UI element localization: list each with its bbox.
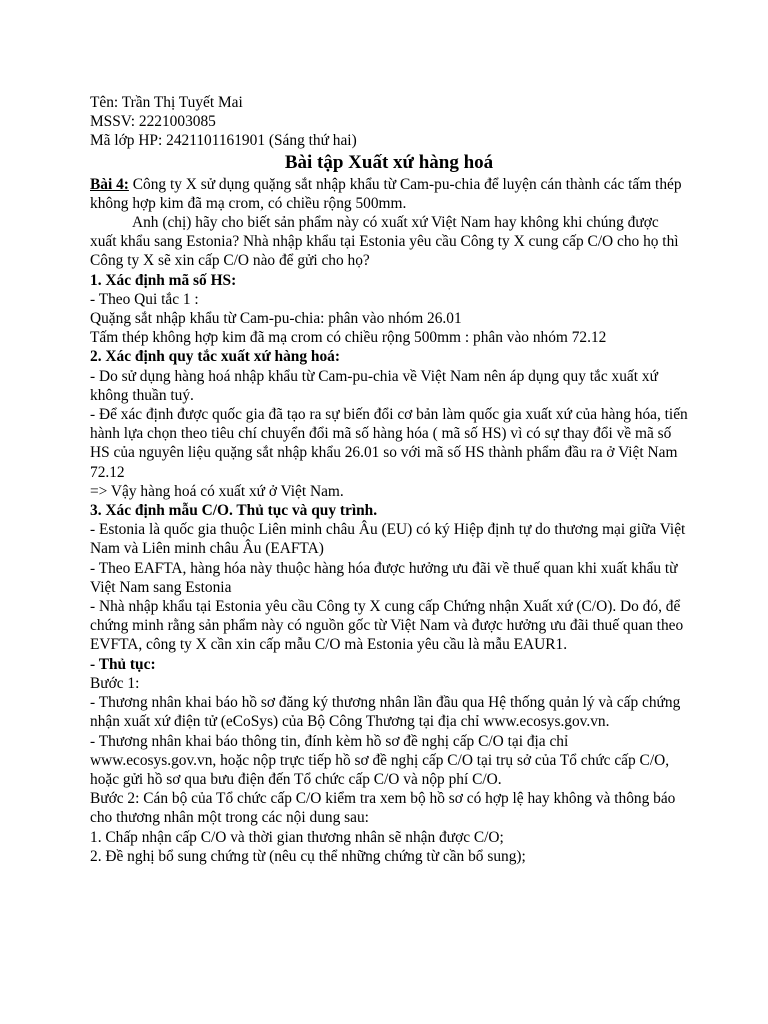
student-name: Tên: Trần Thị Tuyết Mai bbox=[90, 94, 243, 111]
step1-paragraph-2: - Thương nhân khai báo thông tin, đính kèm hồ sơ đề nghị cấp C/O tại địa chỉ www.ecosys.gov.vn, hoặc nộp trực tiếp hồ sơ đề nghị cấp C/O tại trụ sở của Tổ chức cấp C/O, hoặc gửi hồ sơ qua bưu điện đến Tổ chức cấp C/O và nộp phí C/O. bbox=[90, 732, 670, 788]
section1-rule: - Theo Qui tắc 1 : bbox=[90, 290, 199, 308]
step2-paragraph: Bước 2: Cán bộ của Tổ chức cấp C/O kiểm tra xem bộ hồ sơ có hợp lệ hay không và thông báo cho thương nhân một trong các nội dung sau: bbox=[90, 790, 676, 827]
exercise-text: Công ty X sử dụng quặng sắt nhập khẩu từ Cam-pu-chia để luyện cán thành các tấm thép không hợp kim đã mạ crom, có chiều rộng 500mm. bbox=[90, 175, 682, 212]
section2-paragraph-2: - Để xác định được quốc gia đã tạo ra sự biến đổi cơ bản làm quốc gia xuất xứ của hàng hóa, tiến hành lựa chọn theo tiêu chí chuyển đổi mã số hàng hóa ( mã số HS) vì có sự thay đổi về mã số HS của nguyên liệu quặng sắt nhập khẩu 26.01 so với mã số HS thành phẩm đầu ra ở Việt Nam 72.12 bbox=[90, 406, 688, 481]
class-code: Mã lớp HP: 2421101161901 (Sáng thứ hai) bbox=[90, 132, 357, 150]
document-title: Bài tập Xuất xứ hàng hoá bbox=[284, 151, 494, 173]
step1-paragraph-1: - Thương nhân khai báo hồ sơ đăng ký thương nhân lần đầu qua Hệ thống quản lý và cấp chứng nhận xuất xứ điện tử (eCoSys) của Bộ Công Thương tại địa chỉ www.ecosys.gov.vn. bbox=[90, 694, 681, 731]
exercise-question: Anh (chị) hãy cho biết sản phẩm này có xuất xứ Việt Nam hay không khi chúng được xuất khẩu sang Estonia? Nhà nhập khẩu tại Estonia yêu cầu Công ty X cung cấp C/O cho họ thì Công ty X sẽ xin cấp C/O nào để gửi cho họ? bbox=[90, 214, 679, 270]
step2-option-1: 1. Chấp nhận cấp C/O và thời gian thương nhân sẽ nhận được C/O; bbox=[90, 828, 504, 846]
step2-option-2: 2. Đề nghị bổ sung chứng từ (nêu cụ thể những chứng từ cần bổ sung); bbox=[90, 847, 526, 865]
section1-item-steel: Tấm thép không hợp kim đã mạ crom có chiều rộng 500mm : phân vào nhóm 72.12 bbox=[90, 329, 607, 347]
document-body bbox=[90, 93, 688, 866]
section2-paragraph-1: - Do sử dụng hàng hoá nhập khẩu từ Cam-pu-chia về Việt Nam nên áp dụng quy tắc xuất xứ không thuần tuý. bbox=[90, 367, 658, 404]
exercise-statement bbox=[90, 175, 688, 213]
section3-heading: 3. Xác định mẫu C/O. Thủ tục và quy trình. bbox=[90, 502, 378, 520]
section2-conclusion: => Vậy hàng hoá có xuất xứ ở Việt Nam. bbox=[90, 482, 344, 500]
section3-paragraph-3: - Nhà nhập khẩu tại Estonia yêu cầu Công ty X cung cấp Chứng nhận Xuất xứ (C/O). Do đó, để chứng minh rằng sản phẩm này có nguồn gốc từ Việt Nam và được hưởng ưu đãi thuế quan theo EVFTA, công ty X cần xin cấp mẫu C/O mà Estonia yêu cầu là mẫu EAUR1. bbox=[90, 598, 684, 654]
step1-label: Bước 1: bbox=[90, 674, 140, 692]
section1-item-ore: Quặng sắt nhập khẩu từ Cam-pu-chia: phân vào nhóm 26.01 bbox=[90, 310, 462, 328]
section3-paragraph-2: - Theo EAFTA, hàng hóa này thuộc hàng hóa được hưởng ưu đãi về thuế quan khi xuất khẩu từ Việt Nam sang Estonia bbox=[90, 559, 678, 596]
section2-heading: 2. Xác định quy tắc xuất xứ hàng hoá: bbox=[90, 348, 340, 366]
section3-paragraph-1: - Estonia là quốc gia thuộc Liên minh châu Âu (EU) có ký Hiệp định tự do thương mại giữa Việt Nam và Liên minh châu Âu (EAFTA) bbox=[90, 521, 686, 558]
procedure-heading: - Thủ tục: bbox=[90, 655, 156, 673]
student-id: MSSV: 2221003085 bbox=[90, 113, 216, 131]
exercise-label: Bài 4: bbox=[90, 175, 129, 193]
section1-heading: 1. Xác định mã số HS: bbox=[90, 271, 237, 289]
